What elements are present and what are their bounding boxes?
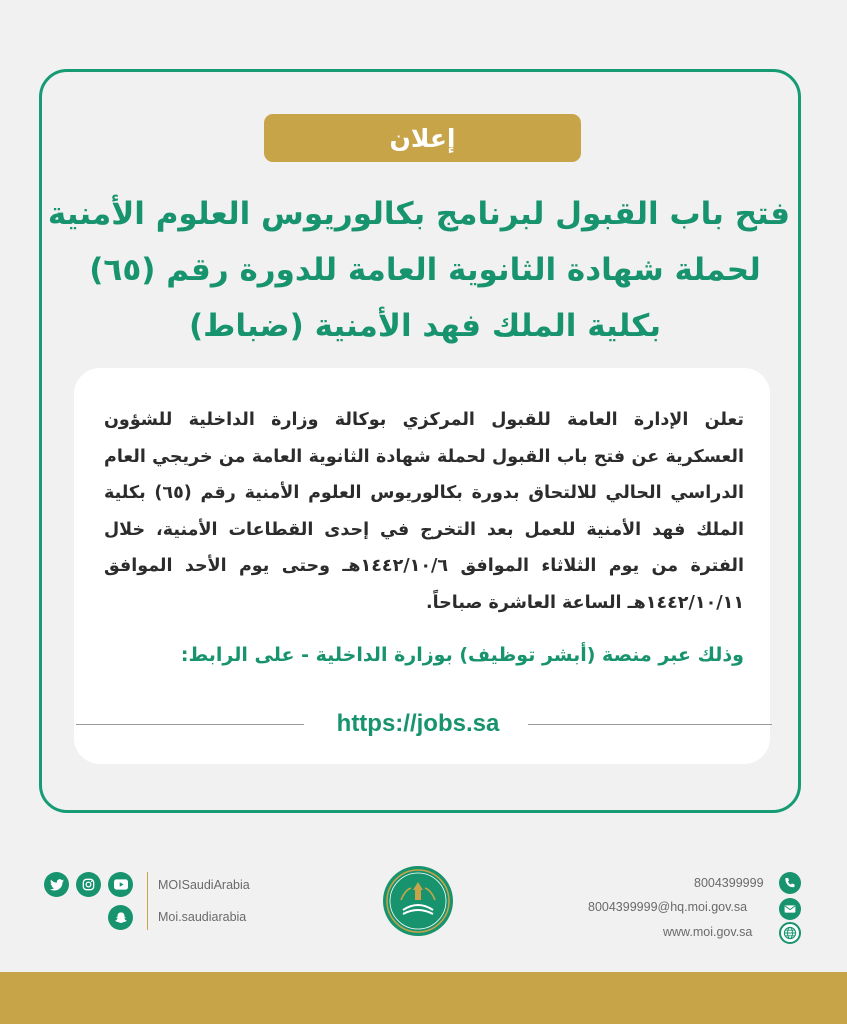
snapchat-icon[interactable] bbox=[108, 905, 133, 930]
footer-divider-left bbox=[147, 872, 148, 930]
email-address: 8004399999@hq.moi.gov.sa bbox=[588, 900, 748, 914]
announcement-body: تعلن الإدارة العامة للقبول المركزي بوكالة وزارة الداخلية للشؤون العسكرية عن فتح باب القبول لحملة شهادة الثانوية العامة من خريجي العام الدراسي الحالي للالتحاق بدورة بكالوريوس العلوم الأمنية رقم (٦٥) بكلية الملك فهد الأمنية للعمل بعد التخرج في إحدى القطاعات الأمنية، خلال الفترة من يوم الثلاثاء الموافق ١٤٤٢/١٠/٦هـ وحتى يوم الأحد الموافق ١٤٤٢/١٠/١١هـ الساعة العاشرة صباحاً. bbox=[104, 410, 744, 613]
snapchat-handle: Moi.saudiarabia bbox=[158, 910, 247, 924]
email-icon[interactable] bbox=[779, 898, 801, 920]
ministry-emblem bbox=[381, 864, 455, 938]
instagram-icon[interactable] bbox=[76, 872, 101, 897]
platform-note: وذلك عبر منصة (أبشر توظيف) بوزارة الداخلية - على الرابط: bbox=[180, 644, 744, 666]
link-divider-left bbox=[76, 724, 304, 725]
phone-icon[interactable] bbox=[779, 872, 801, 894]
link-divider-right bbox=[528, 724, 772, 725]
link-row bbox=[76, 706, 772, 742]
social-handle: MOISaudiArabia bbox=[158, 878, 250, 892]
twitter-icon[interactable] bbox=[44, 872, 69, 897]
bottom-gold-bar bbox=[0, 972, 847, 1024]
jobs-link[interactable]: https://jobs.sa bbox=[336, 710, 500, 737]
phone-number: 8004399999 bbox=[694, 876, 764, 890]
announcement-badge-label: إعلان bbox=[389, 123, 456, 153]
headline-line-1: فتح باب القبول لبرنامج بكالوريوس العلوم الأمنية bbox=[47, 196, 790, 232]
headline-line-3: بكلية الملك فهد الأمنية (ضباط) bbox=[189, 308, 661, 344]
youtube-icon[interactable] bbox=[108, 872, 133, 897]
headline bbox=[47, 186, 790, 354]
website-url: www.moi.gov.sa bbox=[663, 925, 753, 939]
announcement-badge bbox=[264, 114, 581, 162]
headline-line-2: لحملة شهادة الثانوية العامة للدورة رقم (٦٥) bbox=[89, 252, 761, 288]
globe-icon[interactable] bbox=[779, 922, 801, 944]
